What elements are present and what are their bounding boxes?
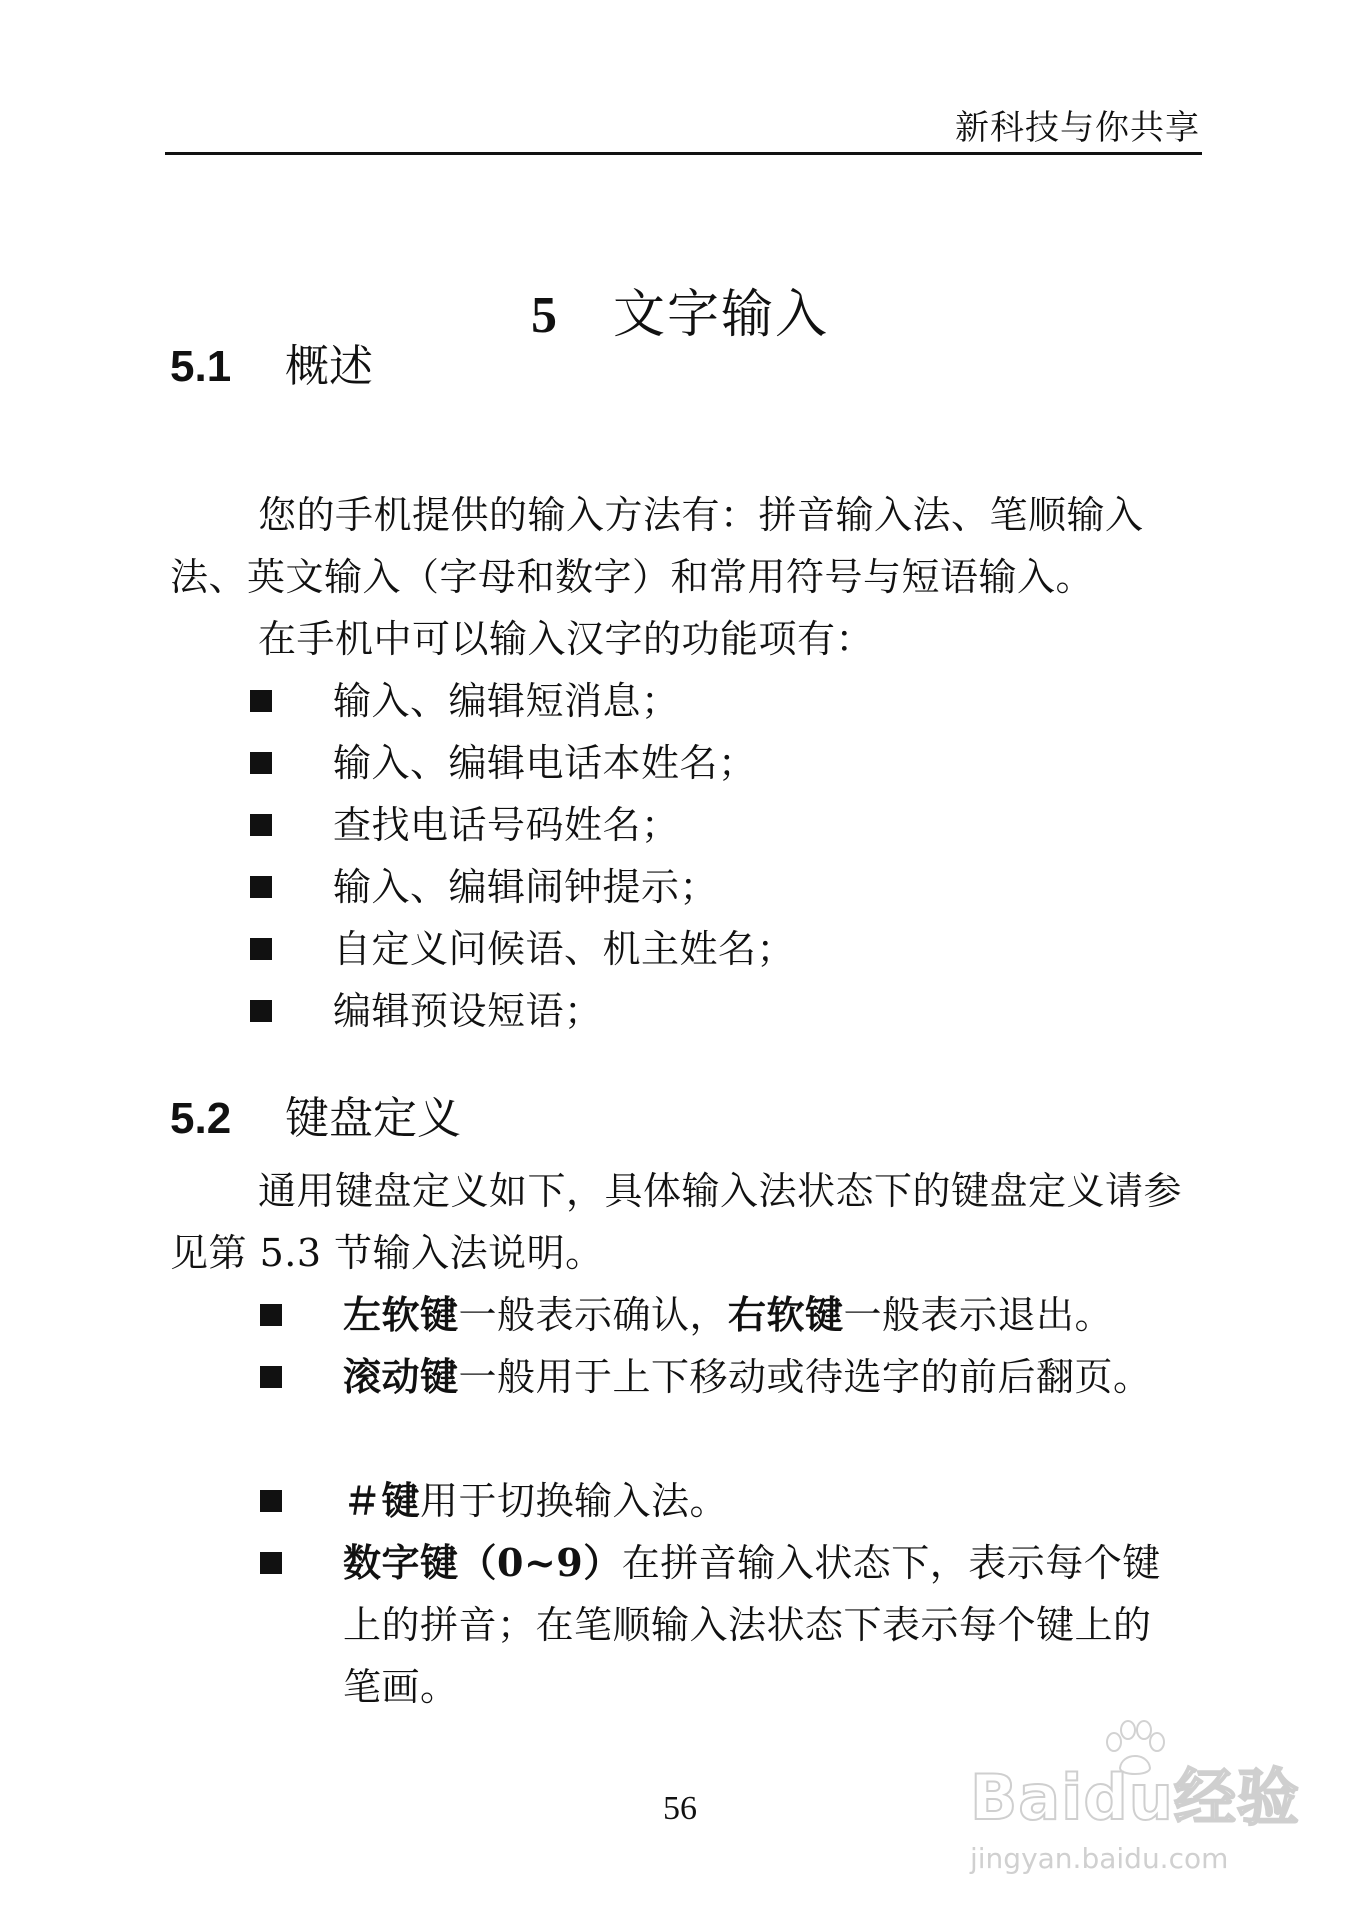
paragraph-text: 您的手机提供的输入方法有：拼音输入法、笔顺输入法、英文输入（字母和数字）和常用符号与短语输入。 <box>170 493 1144 599</box>
baidu-jingyan-watermark <box>960 1720 1300 1900</box>
paragraph-text: 在手机中可以输入汉字的功能项有： <box>258 617 875 661</box>
section-title: 概述 <box>285 341 373 392</box>
paragraph-text: 通用键盘定义如下，具体输入法状态下的键盘定义请参见第 5.3 节输入法说明。 <box>170 1169 1183 1275</box>
key-name-scroll: 滚动键 <box>343 1354 459 1399</box>
list-item <box>260 1284 1173 1346</box>
list-item <box>250 670 1173 732</box>
running-header: 新科技与你共享 <box>955 108 1200 148</box>
key-desc: 在拼音输入状态下，表示每个键上的拼音；在笔顺输入法状态下表示每个键上的笔画。 <box>343 1541 1161 1709</box>
section-heading-5-1 <box>170 330 373 394</box>
list-item-text: 自定义问候语、机主姓名； <box>333 927 796 971</box>
header-rule <box>165 152 1202 155</box>
watermark-url: jingyan.baidu.com <box>970 1842 1229 1875</box>
list-item <box>250 794 1173 856</box>
chapter-number: 5 <box>530 287 559 344</box>
page-number: 56 <box>663 1790 697 1827</box>
key-name-number: 数字键（0~9） <box>343 1540 622 1585</box>
key-desc: 用于切换输入法。 <box>420 1479 729 1523</box>
list-item-text: 查找电话号码姓名； <box>333 803 680 847</box>
section-number: 5.1 <box>170 342 232 391</box>
paragraph-input-methods <box>170 484 1190 608</box>
list-item <box>250 980 1173 1042</box>
bullet-square-icon <box>250 876 272 898</box>
list-item-text: 输入、编辑闹钟提示； <box>333 865 719 909</box>
list-item-text <box>343 1532 1173 1718</box>
list-item <box>260 1346 1173 1408</box>
bullet-square-icon <box>250 752 272 774</box>
key-desc: 一般表示退出。 <box>843 1293 1114 1337</box>
section-number: 5.2 <box>170 1094 232 1143</box>
list-item <box>260 1532 1173 1718</box>
list-item-text: 编辑预设短语； <box>333 989 603 1033</box>
bullet-square-icon <box>250 690 272 712</box>
list-item <box>260 1470 1173 1532</box>
section-heading-5-2 <box>170 1082 461 1146</box>
bullet-square-icon <box>260 1490 282 1512</box>
key-name-left-soft: 左软键 <box>343 1292 459 1337</box>
key-desc: 一般表示确认， <box>458 1293 729 1337</box>
paragraph-functions-intro <box>170 608 1190 670</box>
list-item <box>250 856 1173 918</box>
section-title: 键盘定义 <box>285 1093 461 1144</box>
paragraph-keyboard-intro <box>170 1160 1190 1284</box>
list-item-text <box>343 1346 1173 1408</box>
bullet-square-icon <box>250 938 272 960</box>
bullet-square-icon <box>260 1552 282 1574</box>
list-item-text <box>343 1470 1173 1532</box>
list-item <box>250 732 1173 794</box>
bullet-square-icon <box>260 1366 282 1388</box>
key-desc: 一般用于上下移动或待选字的前后翻页。 <box>458 1355 1152 1399</box>
list-item <box>250 918 1173 980</box>
bullet-square-icon <box>260 1304 282 1326</box>
bullet-square-icon <box>250 1000 272 1022</box>
key-name-right-soft: 右软键 <box>728 1292 844 1337</box>
key-name-hash: ＃键 <box>343 1478 421 1523</box>
bullet-square-icon <box>250 814 272 836</box>
watermark-logo-text: Baidu经验 <box>970 1761 1300 1834</box>
list-item-text: 输入、编辑短消息； <box>333 679 680 723</box>
chapter-title-text: 文字输入 <box>612 285 829 345</box>
list-item-text: 输入、编辑电话本姓名； <box>333 741 757 785</box>
list-item-text <box>343 1284 1173 1346</box>
